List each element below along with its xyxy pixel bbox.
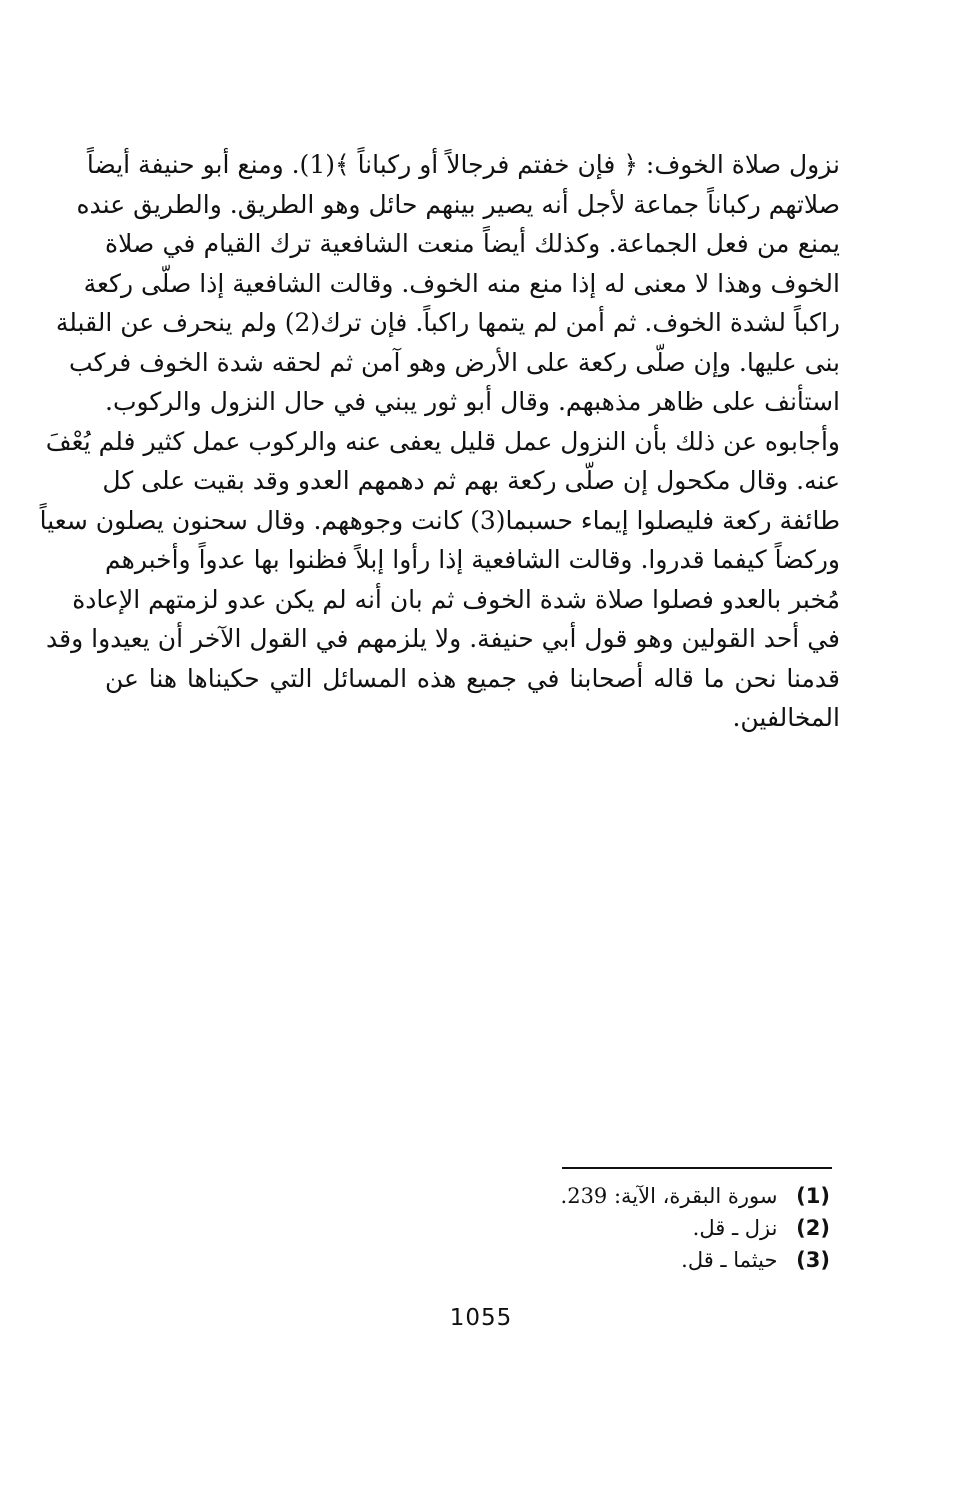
text-line-14: قدمنا نحن ما قاله أصحابنا في جميع هذه المسائل التي حكيناها هنا عن — [105, 663, 840, 693]
footnote-divider — [562, 1167, 832, 1169]
text-line-12: مُخبر بالعدو فصلوا صلاة شدة الخوف ثم بان أنه لم يكن عدو لزمتهم الإعادة — [72, 584, 840, 614]
body-text — [39, 145, 840, 738]
text-line-8: وأجابوه عن ذلك بأن النزول عمل قليل يعفى عنه والركوب عمل كثير فلم يُعْفَ — [45, 426, 840, 456]
footnote-text: حيثما ـ قل. — [681, 1248, 778, 1272]
footnote-2 — [430, 1212, 830, 1244]
footnote-number: (3) — [796, 1248, 830, 1272]
footnote-3 — [430, 1244, 830, 1276]
text-line-13: في أحد القولين وهو قول أبي حنيفة. ولا يلزمهم في القول الآخر أن يعيدوا وقد — [46, 624, 840, 653]
text-line-11: وركضاً كيفما قدروا. وقالت الشافعية إذا رأوا إبلاً فظنوا بها عدواً وأخبرهم — [105, 545, 840, 574]
text-line-5: راكباً لشدة الخوف. ثم أمن لم يتمها راكباً. فإن ترك(2) ولم ينحرف عن القبلة — [55, 308, 840, 337]
text-line-9: عنه. وقال مكحول إن صلّى ركعة بهم ثم دهمهم العدو وقد بقيت على كل — [102, 466, 840, 495]
text-line-3: يمنع من فعل الجماعة. وكذلك أيضاً منعت الشافعية ترك القيام في صلاة — [105, 229, 840, 258]
text-line-2: صلاتهم ركباناً جماعة لأجل أنه يصير بينهم حائل وهو الطريق. والطريق عنده — [76, 189, 840, 219]
text-line-7: استأنف على ظاهر مذهبهم. وقال أبو ثور يبني في حال النزول والركوب. — [105, 387, 840, 416]
footnote-text: سورة البقرة، الآية: 239. — [560, 1184, 778, 1208]
footnote-text: نزل ـ قل. — [692, 1216, 778, 1240]
text-line-15: المخالفين. — [732, 703, 840, 732]
text-line-1: نزول صلاة الخوف: ﴿ فإن خفتم فرجالاً أو ركباناً ﴾(1). ومنع أبو حنيفة أيضاً — [86, 150, 840, 179]
text-line-4: الخوف وهذا لا معنى له إذا منع منه الخوف. وقالت الشافعية إذا صلّى ركعة — [83, 268, 840, 298]
footnotes — [430, 1180, 830, 1276]
footnote-number: (2) — [796, 1216, 830, 1240]
text-line-6: بنى عليها. وإن صلّى ركعة على الأرض وهو آمن ثم لحقه شدة الخوف فركب — [69, 347, 840, 377]
page-number: 1055 — [449, 1305, 513, 1331]
footnote-1 — [430, 1180, 830, 1212]
text-line-10: طائفة ركعة فليصلوا إيماء حسبما(3) كانت وجوههم. وقال سحنون يصلون سعياً — [39, 505, 840, 535]
footnote-number: (1) — [796, 1184, 830, 1208]
